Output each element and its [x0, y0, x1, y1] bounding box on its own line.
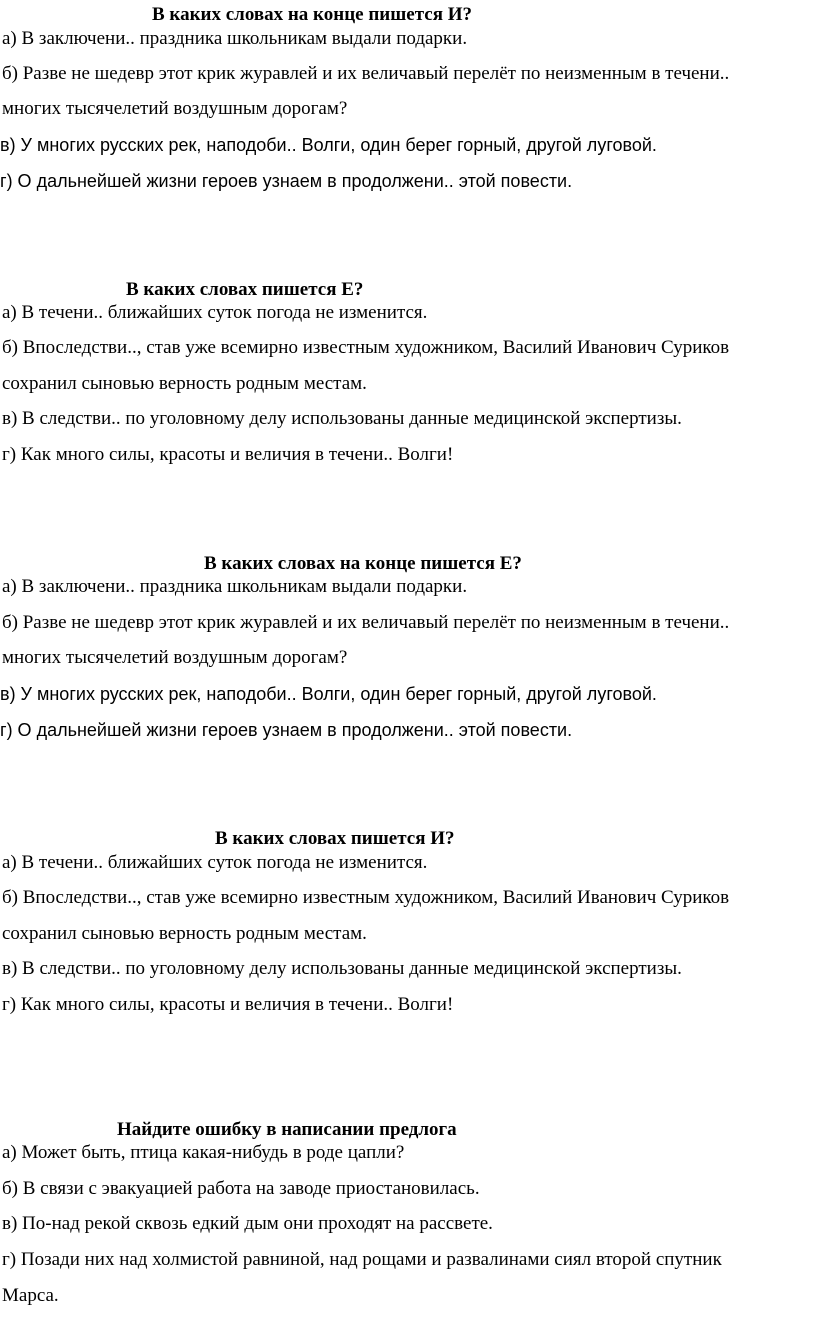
exercise-option-b-cont: многих тысячелетий воздушным дорогам?	[2, 647, 348, 668]
exercise-option-a: а) В заключени.. праздника школьникам выдали подарки.	[2, 576, 468, 597]
exercise-option-b: б) Разве не шедевр этот крик журавлей и их величавый перелёт по неизменным в течени..	[2, 63, 730, 84]
exercise-option-d: г) Как много силы, красоты и величия в течени.. Волги!	[2, 444, 454, 465]
exercise-option-d-cont: Марса.	[2, 1285, 59, 1306]
exercise-option-b: б) Впоследстви.., став уже всемирно известным художником, Василий Иванович Суриков	[2, 337, 730, 358]
exercise-heading: В каких словах пишется И?	[215, 828, 455, 849]
exercise-heading: Найдите ошибку в написании предлога	[117, 1119, 457, 1140]
exercise-heading: В каких словах на конце пишется Е?	[204, 553, 522, 574]
exercise-option-b-cont: многих тысячелетий воздушным дорогам?	[2, 98, 348, 119]
exercise-option-c: в) По-над рекой сквозь едкий дым они проходят на рассвете.	[2, 1213, 493, 1234]
exercise-option-c: в) У многих русских рек, наподоби.. Волги, один берег горный, другой луговой.	[0, 135, 657, 155]
exercise-option-c: в) У многих русских рек, наподоби.. Волги, один берег горный, другой луговой.	[0, 684, 657, 704]
exercise-option-d: г) Позади них над холмистой равниной, над рощами и развалинами сиял второй спутник	[2, 1249, 722, 1270]
exercise-option-d: г) О дальнейшей жизни героев узнаем в продолжени.. этой повести.	[0, 720, 573, 740]
exercise-option-d: г) Как много силы, красоты и величия в течени.. Волги!	[2, 994, 454, 1015]
exercise-option-a: а) В заключени.. праздника школьникам выдали подарки.	[2, 28, 468, 49]
exercise-option-b: б) Разве не шедевр этот крик журавлей и их величавый перелёт по неизменным в течени..	[2, 612, 730, 633]
exercise-option-b: б) В связи с эвакуацией работа на заводе приостановилась.	[2, 1178, 480, 1199]
exercise-heading: В каких словах пишется Е?	[126, 279, 364, 300]
exercise-option-c: в) В следстви.. по уголовному делу использованы данные медицинской экспертизы.	[2, 408, 682, 429]
exercise-option-b: б) Впоследстви.., став уже всемирно известным художником, Василий Иванович Суриков	[2, 887, 730, 908]
exercise-option-b-cont: сохранил сыновью верность родным местам.	[2, 923, 367, 944]
exercise-option-a: а) В течени.. ближайших суток погода не изменится.	[2, 852, 428, 873]
exercise-option-b-cont: сохранил сыновью верность родным местам.	[2, 373, 367, 394]
exercise-heading: В каких словах на конце пишется И?	[152, 4, 473, 25]
exercise-option-d: г) О дальнейшей жизни героев узнаем в продолжени.. этой повести.	[0, 171, 573, 191]
exercise-option-a: а) В течени.. ближайших суток погода не изменится.	[2, 302, 428, 323]
exercise-option-a: а) Может быть, птица какая-нибудь в роде цапли?	[2, 1142, 405, 1163]
exercise-option-c: в) В следстви.. по уголовному делу использованы данные медицинской экспертизы.	[2, 958, 682, 979]
